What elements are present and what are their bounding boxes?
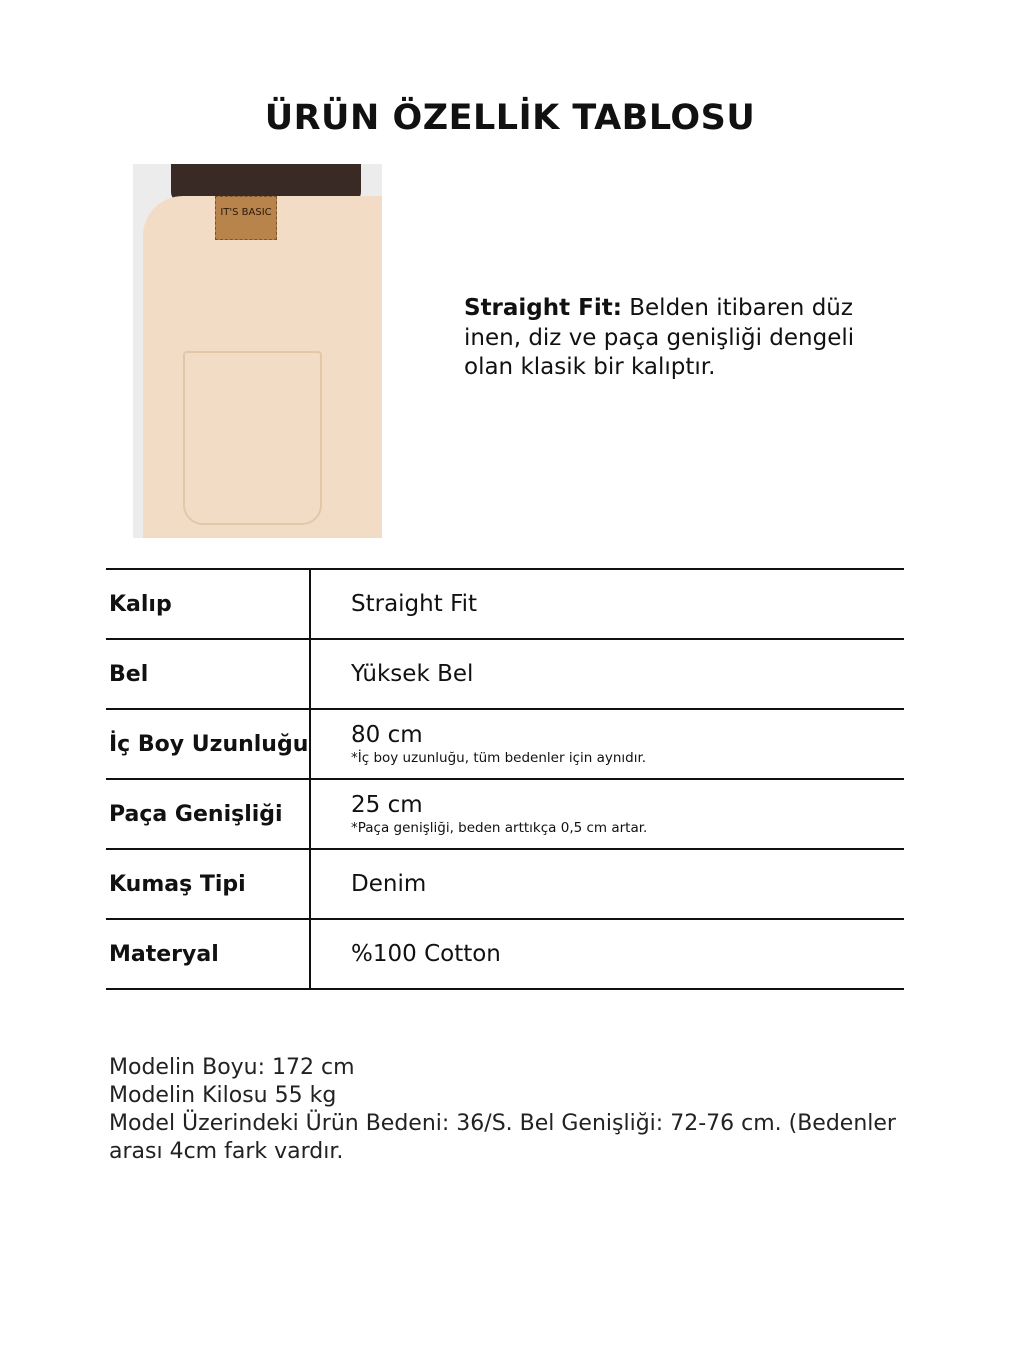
model-height: Modelin Boyu: 172 cm [109, 1055, 355, 1080]
table-row [106, 569, 904, 639]
spec-value: 80 cm [351, 722, 423, 748]
spec-cell [310, 709, 904, 779]
model-weight: Modelin Kilosu 55 kg [109, 1083, 337, 1108]
jeans-back [143, 196, 382, 538]
back-pocket [183, 351, 322, 525]
table-row [106, 639, 904, 709]
spec-label: Paça Genişliği [106, 779, 310, 849]
fit-description-text: Belden itibaren düz inen, diz ve paça genişliği dengeli olan klasik bir kalıptır. [464, 295, 855, 380]
product-image [133, 164, 382, 538]
table-row [106, 709, 904, 779]
spec-table [106, 568, 904, 990]
spec-value: Denim [310, 849, 904, 919]
page-title: ÜRÜN ÖZELLİK TABLOSU [264, 98, 756, 138]
spec-label: Bel [106, 639, 310, 709]
fit-description-lead: Straight Fit: [464, 295, 622, 321]
spec-label: Materyal [106, 919, 310, 989]
table-row [106, 919, 904, 989]
brand-label-patch: IT'S BASIC [215, 196, 277, 240]
model-info [109, 1054, 899, 1166]
spec-label: Kumaş Tipi [106, 849, 310, 919]
fit-description [464, 294, 904, 383]
spec-note: *Paça genişliği, beden arttıkça 0,5 cm artar. [351, 820, 648, 836]
spec-value: Straight Fit [310, 569, 904, 639]
spec-note: *İç boy uzunluğu, tüm bedenler için aynıdır. [351, 750, 647, 766]
spec-value: 25 cm [351, 792, 423, 818]
model-size: Model Üzerindeki Ürün Bedeni: 36/S. Bel Genişliği: 72-76 cm. (Bedenler arası 4cm fark vardır. [109, 1111, 896, 1164]
table-row [106, 779, 904, 849]
spec-label: Kalıp [106, 569, 310, 639]
spec-value: %100 Cotton [310, 919, 904, 989]
spec-label: İç Boy Uzunluğu [106, 709, 310, 779]
table-row [106, 849, 904, 919]
spec-cell [310, 779, 904, 849]
spec-value: Yüksek Bel [310, 639, 904, 709]
